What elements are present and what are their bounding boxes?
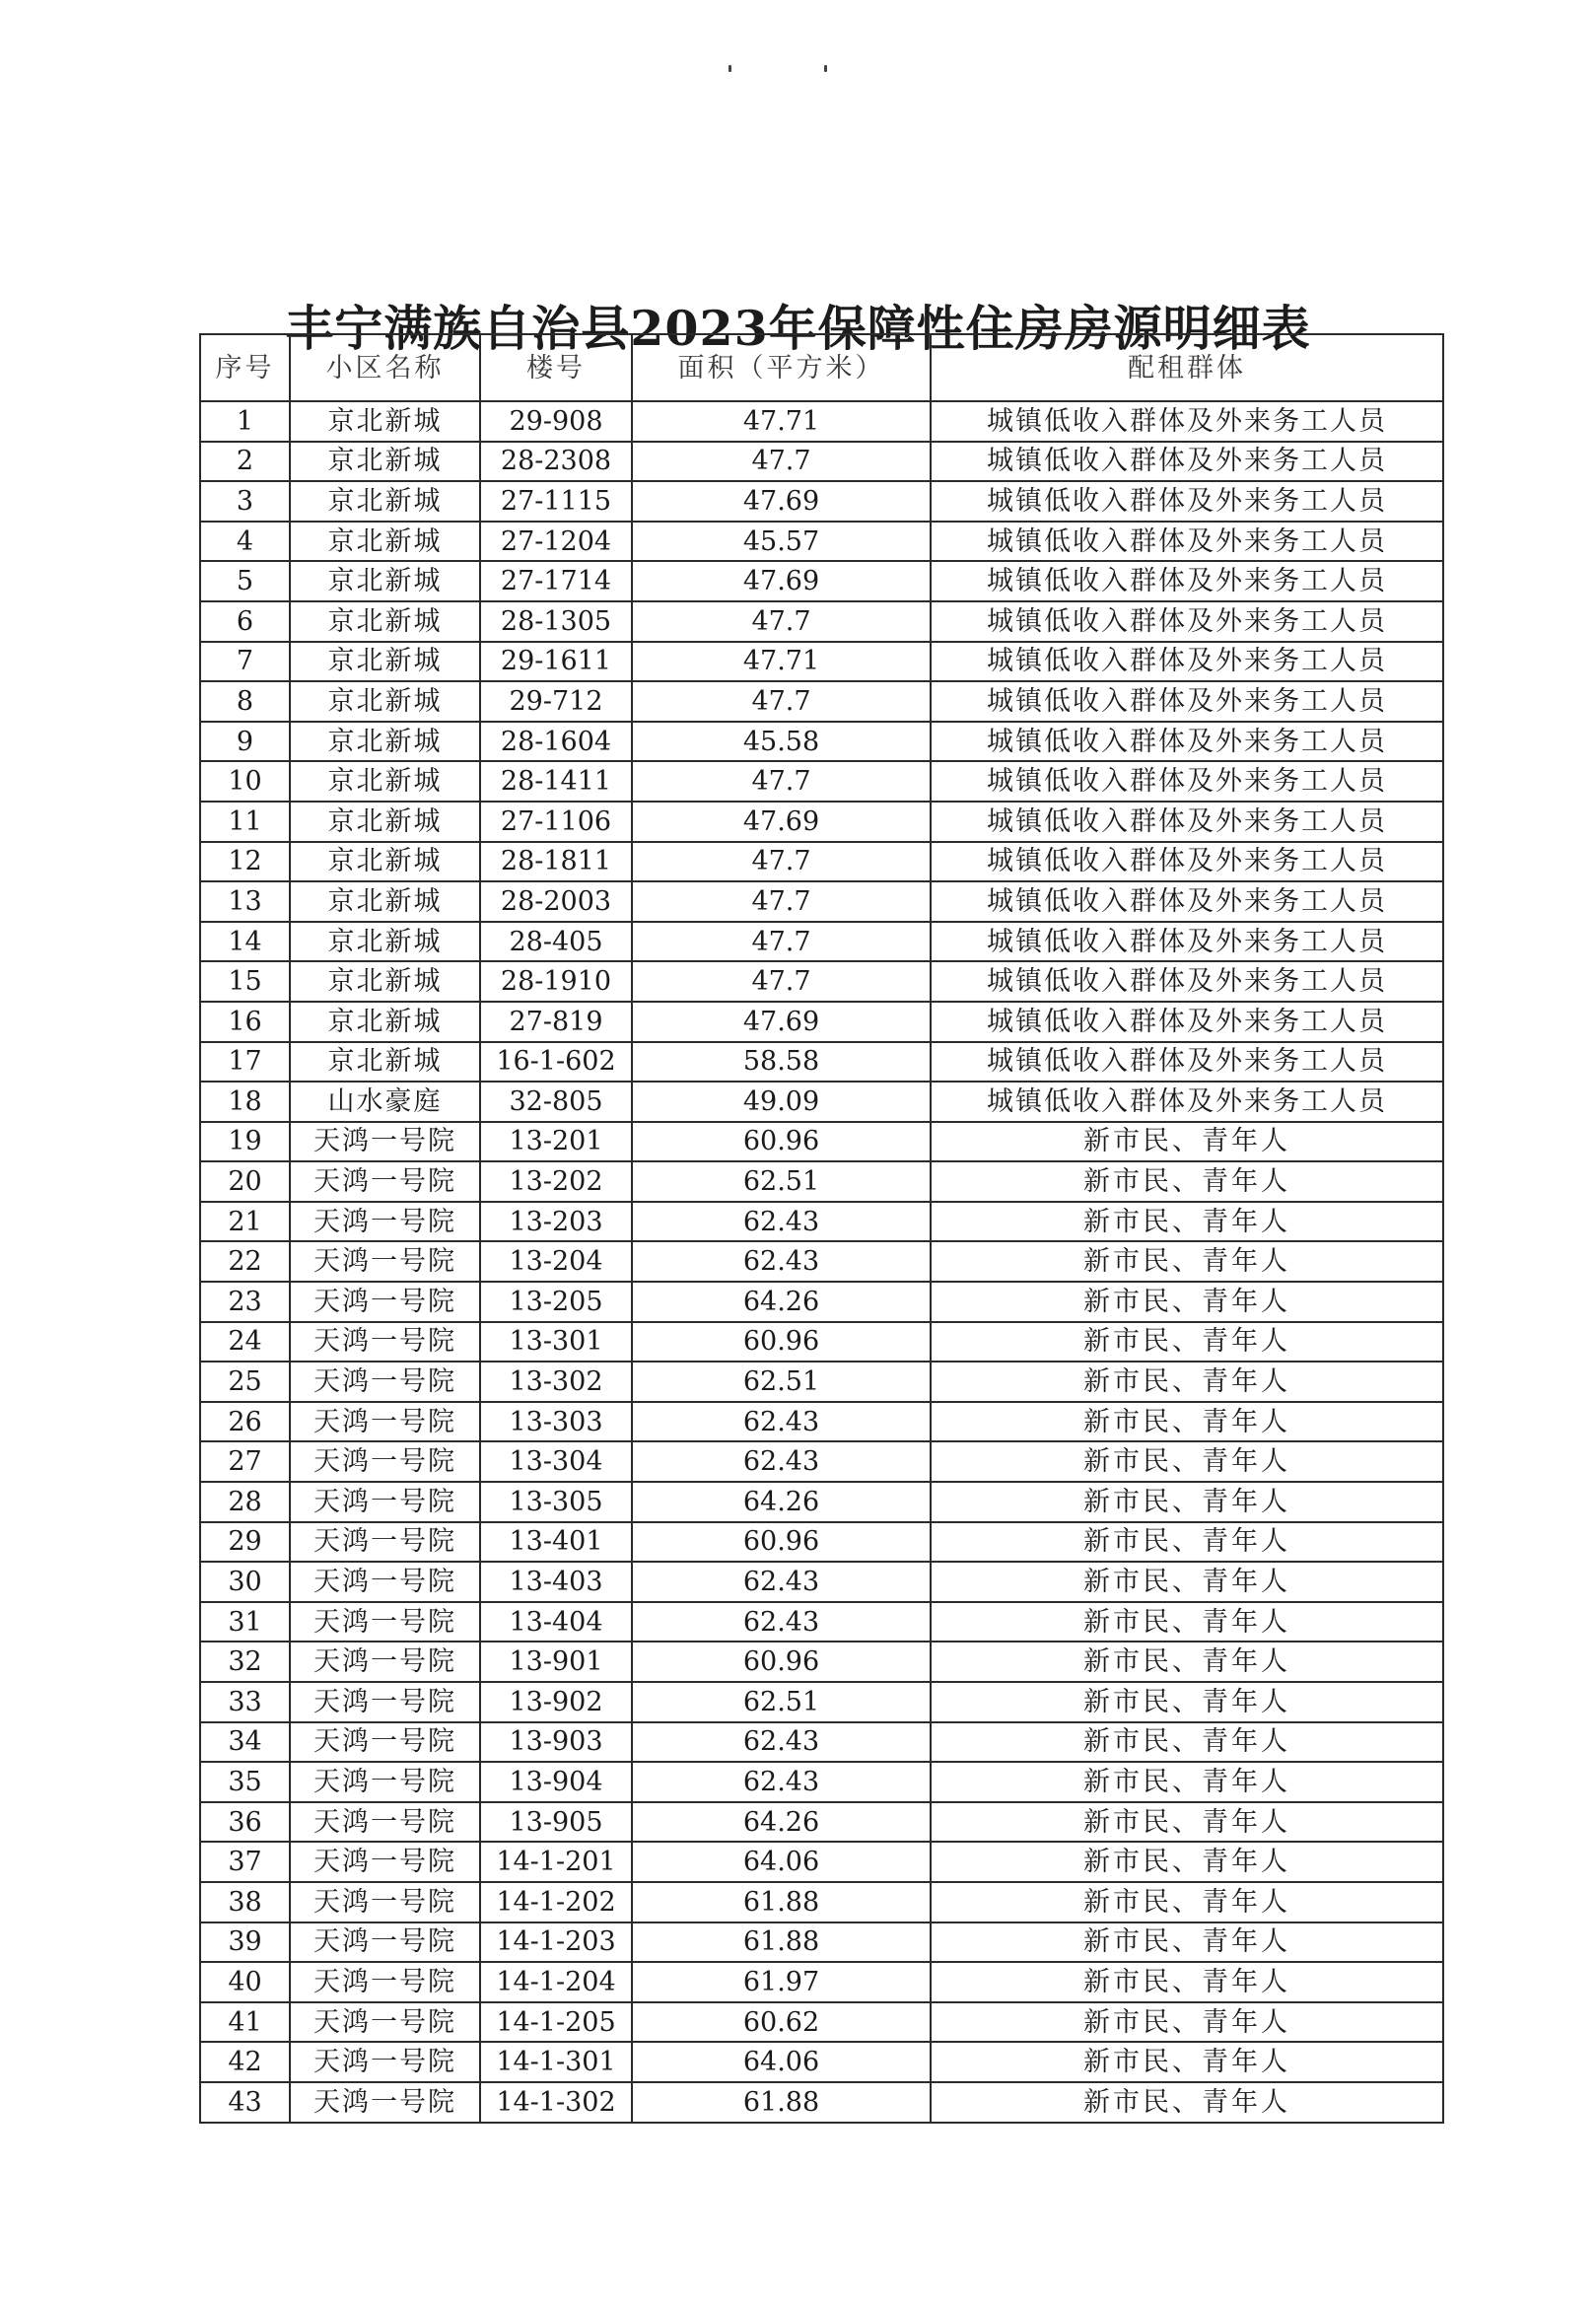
building-unit: 28-2003 [480, 881, 632, 922]
table-row [200, 1362, 1443, 1402]
community-name: 天鸿一号院 [290, 1522, 480, 1563]
row-index: 7 [200, 642, 290, 682]
building-unit: 13-905 [480, 1802, 632, 1843]
community-name: 山水豪庭 [290, 1082, 480, 1122]
area-value: 58.58 [632, 1042, 931, 1083]
target-group: 新市民、青年人 [931, 1762, 1443, 1802]
target-group: 城镇低收入群体及外来务工人员 [931, 442, 1443, 482]
row-index: 36 [200, 1802, 290, 1843]
building-unit: 13-204 [480, 1241, 632, 1282]
row-index: 26 [200, 1402, 290, 1442]
table-row [200, 2002, 1443, 2043]
area-value: 61.88 [632, 2082, 931, 2123]
row-index: 28 [200, 1482, 290, 1522]
area-value: 62.51 [632, 1362, 931, 1402]
target-group: 新市民、青年人 [931, 1842, 1443, 1882]
community-name: 天鸿一号院 [290, 2002, 480, 2043]
target-group: 城镇低收入群体及外来务工人员 [931, 642, 1443, 682]
row-index: 39 [200, 1922, 290, 1963]
table-row [200, 2042, 1443, 2082]
column-header-area: 面积（平方米） [632, 334, 931, 401]
table-row [200, 1082, 1443, 1122]
area-value: 61.88 [632, 1882, 931, 1922]
row-index: 1 [200, 401, 290, 442]
area-value: 47.69 [632, 802, 931, 842]
target-group: 新市民、青年人 [931, 1122, 1443, 1162]
building-unit: 13-902 [480, 1682, 632, 1722]
column-header-community: 小区名称 [290, 334, 480, 401]
row-index: 27 [200, 1441, 290, 1482]
table-row [200, 1882, 1443, 1922]
community-name: 天鸿一号院 [290, 1322, 480, 1363]
building-unit: 13-904 [480, 1762, 632, 1802]
community-name: 天鸿一号院 [290, 1642, 480, 1682]
table-row [200, 1602, 1443, 1642]
community-name: 京北新城 [290, 802, 480, 842]
table-row [200, 1722, 1443, 1763]
row-index: 14 [200, 922, 290, 962]
building-unit: 13-203 [480, 1202, 632, 1242]
row-index: 12 [200, 842, 290, 882]
community-name: 天鸿一号院 [290, 1282, 480, 1322]
table-row [200, 722, 1443, 762]
row-index: 18 [200, 1082, 290, 1122]
table-row [200, 1441, 1443, 1482]
target-group: 新市民、青年人 [931, 1962, 1443, 2002]
target-group: 城镇低收入群体及外来务工人员 [931, 601, 1443, 642]
community-name: 天鸿一号院 [290, 1922, 480, 1963]
area-value: 62.43 [632, 1762, 931, 1802]
row-index: 16 [200, 1002, 290, 1042]
area-value: 47.7 [632, 961, 931, 1002]
target-group: 新市民、青年人 [931, 1402, 1443, 1442]
community-name: 天鸿一号院 [290, 1362, 480, 1402]
community-name: 天鸿一号院 [290, 1842, 480, 1882]
community-name: 京北新城 [290, 522, 480, 562]
area-value: 62.43 [632, 1441, 931, 1482]
target-group: 新市民、青年人 [931, 1802, 1443, 1843]
building-unit: 14-1-204 [480, 1962, 632, 2002]
table-row [200, 1241, 1443, 1282]
table-row [200, 1482, 1443, 1522]
row-index: 17 [200, 1042, 290, 1083]
community-name: 天鸿一号院 [290, 1202, 480, 1242]
row-index: 37 [200, 1842, 290, 1882]
table-row [200, 642, 1443, 682]
table-row [200, 1042, 1443, 1083]
area-value: 47.71 [632, 642, 931, 682]
target-group: 城镇低收入群体及外来务工人员 [931, 922, 1443, 962]
building-unit: 14-1-302 [480, 2082, 632, 2123]
target-group: 城镇低收入群体及外来务工人员 [931, 881, 1443, 922]
scan-mark [824, 65, 827, 72]
table-row [200, 761, 1443, 802]
area-value: 62.51 [632, 1161, 931, 1202]
target-group: 新市民、青年人 [931, 2042, 1443, 2082]
area-value: 60.62 [632, 2002, 931, 2043]
table-row [200, 1762, 1443, 1802]
building-unit: 28-1910 [480, 961, 632, 1002]
community-name: 京北新城 [290, 922, 480, 962]
row-index: 30 [200, 1562, 290, 1602]
table-row [200, 1002, 1443, 1042]
building-unit: 13-201 [480, 1122, 632, 1162]
area-value: 61.88 [632, 1922, 931, 1963]
area-value: 64.26 [632, 1482, 931, 1522]
row-index: 3 [200, 481, 290, 522]
community-name: 京北新城 [290, 722, 480, 762]
community-name: 天鸿一号院 [290, 1682, 480, 1722]
area-value: 47.7 [632, 442, 931, 482]
row-index: 15 [200, 961, 290, 1002]
community-name: 京北新城 [290, 881, 480, 922]
building-unit: 14-1-202 [480, 1882, 632, 1922]
row-index: 5 [200, 561, 290, 601]
row-index: 41 [200, 2002, 290, 2043]
row-index: 33 [200, 1682, 290, 1722]
building-unit: 27-819 [480, 1002, 632, 1042]
area-value: 60.96 [632, 1322, 931, 1363]
building-unit: 28-1411 [480, 761, 632, 802]
target-group: 新市民、青年人 [931, 1161, 1443, 1202]
community-name: 天鸿一号院 [290, 1441, 480, 1482]
building-unit: 28-1604 [480, 722, 632, 762]
community-name: 天鸿一号院 [290, 1161, 480, 1202]
table-row [200, 1522, 1443, 1563]
building-unit: 13-403 [480, 1562, 632, 1602]
community-name: 京北新城 [290, 842, 480, 882]
target-group: 新市民、青年人 [931, 1602, 1443, 1642]
column-header-target-group: 配租群体 [931, 334, 1443, 401]
building-unit: 13-401 [480, 1522, 632, 1563]
target-group: 新市民、青年人 [931, 1922, 1443, 1963]
area-value: 62.43 [632, 1402, 931, 1442]
table-row [200, 1562, 1443, 1602]
area-value: 62.43 [632, 1202, 931, 1242]
table-row [200, 481, 1443, 522]
community-name: 京北新城 [290, 961, 480, 1002]
table-row [200, 1161, 1443, 1202]
community-name: 天鸿一号院 [290, 1722, 480, 1763]
row-index: 6 [200, 601, 290, 642]
community-name: 京北新城 [290, 681, 480, 722]
row-index: 22 [200, 1241, 290, 1282]
community-name: 天鸿一号院 [290, 1962, 480, 2002]
table-row [200, 442, 1443, 482]
area-value: 60.96 [632, 1642, 931, 1682]
target-group: 城镇低收入群体及外来务工人员 [931, 401, 1443, 442]
target-group: 城镇低收入群体及外来务工人员 [931, 522, 1443, 562]
target-group: 新市民、青年人 [931, 1562, 1443, 1602]
building-unit: 32-805 [480, 1082, 632, 1122]
building-unit: 14-1-203 [480, 1922, 632, 1963]
area-value: 47.71 [632, 401, 931, 442]
table-row [200, 1122, 1443, 1162]
column-header-index: 序号 [200, 334, 290, 401]
building-unit: 28-1305 [480, 601, 632, 642]
table-row [200, 1842, 1443, 1882]
target-group: 城镇低收入群体及外来务工人员 [931, 1082, 1443, 1122]
target-group: 城镇低收入群体及外来务工人员 [931, 681, 1443, 722]
row-index: 32 [200, 1642, 290, 1682]
row-index: 2 [200, 442, 290, 482]
building-unit: 13-903 [480, 1722, 632, 1763]
table-row [200, 2082, 1443, 2123]
row-index: 4 [200, 522, 290, 562]
community-name: 天鸿一号院 [290, 2042, 480, 2082]
building-unit: 13-901 [480, 1642, 632, 1682]
building-unit: 29-908 [480, 401, 632, 442]
area-value: 47.7 [632, 681, 931, 722]
row-index: 13 [200, 881, 290, 922]
housing-table [199, 333, 1444, 2124]
row-index: 21 [200, 1202, 290, 1242]
row-index: 20 [200, 1161, 290, 1202]
target-group: 新市民、青年人 [931, 1202, 1443, 1242]
area-value: 47.7 [632, 601, 931, 642]
row-index: 43 [200, 2082, 290, 2123]
building-unit: 13-205 [480, 1282, 632, 1322]
area-value: 47.69 [632, 561, 931, 601]
area-value: 47.7 [632, 881, 931, 922]
building-unit: 29-1611 [480, 642, 632, 682]
community-name: 京北新城 [290, 401, 480, 442]
area-value: 62.43 [632, 1241, 931, 1282]
scan-mark [729, 65, 731, 72]
target-group: 城镇低收入群体及外来务工人员 [931, 1002, 1443, 1042]
row-index: 42 [200, 2042, 290, 2082]
table-row [200, 1922, 1443, 1963]
table-row [200, 802, 1443, 842]
target-group: 城镇低收入群体及外来务工人员 [931, 561, 1443, 601]
building-unit: 29-712 [480, 681, 632, 722]
target-group: 新市民、青年人 [931, 1882, 1443, 1922]
community-name: 天鸿一号院 [290, 2082, 480, 2123]
community-name: 天鸿一号院 [290, 1762, 480, 1802]
building-unit: 13-202 [480, 1161, 632, 1202]
area-value: 47.69 [632, 481, 931, 522]
community-name: 京北新城 [290, 601, 480, 642]
target-group: 新市民、青年人 [931, 1282, 1443, 1322]
area-value: 61.97 [632, 1962, 931, 2002]
area-value: 60.96 [632, 1122, 931, 1162]
row-index: 25 [200, 1362, 290, 1402]
building-unit: 13-303 [480, 1402, 632, 1442]
target-group: 新市民、青年人 [931, 1362, 1443, 1402]
row-index: 35 [200, 1762, 290, 1802]
building-unit: 28-1811 [480, 842, 632, 882]
area-value: 64.26 [632, 1282, 931, 1322]
target-group: 新市民、青年人 [931, 2002, 1443, 2043]
target-group: 城镇低收入群体及外来务工人员 [931, 761, 1443, 802]
row-index: 24 [200, 1322, 290, 1363]
area-value: 49.09 [632, 1082, 931, 1122]
column-header-building: 楼号 [480, 334, 632, 401]
table-row [200, 1202, 1443, 1242]
table-row [200, 522, 1443, 562]
area-value: 47.69 [632, 1002, 931, 1042]
area-value: 64.06 [632, 1842, 931, 1882]
target-group: 城镇低收入群体及外来务工人员 [931, 1042, 1443, 1083]
building-unit: 14-1-201 [480, 1842, 632, 1882]
community-name: 天鸿一号院 [290, 1882, 480, 1922]
target-group: 新市民、青年人 [931, 1241, 1443, 1282]
target-group: 新市民、青年人 [931, 1642, 1443, 1682]
row-index: 11 [200, 802, 290, 842]
table-row [200, 922, 1443, 962]
table-row [200, 1682, 1443, 1722]
row-index: 40 [200, 1962, 290, 2002]
area-value: 60.96 [632, 1522, 931, 1563]
row-index: 29 [200, 1522, 290, 1563]
community-name: 天鸿一号院 [290, 1241, 480, 1282]
area-value: 47.7 [632, 842, 931, 882]
target-group: 新市民、青年人 [931, 1322, 1443, 1363]
table-body [200, 401, 1443, 2123]
community-name: 天鸿一号院 [290, 1802, 480, 1843]
area-value: 47.7 [632, 761, 931, 802]
target-group: 城镇低收入群体及外来务工人员 [931, 722, 1443, 762]
building-unit: 14-1-301 [480, 2042, 632, 2082]
building-unit: 27-1106 [480, 802, 632, 842]
community-name: 天鸿一号院 [290, 1602, 480, 1642]
area-value: 64.06 [632, 2042, 931, 2082]
row-index: 23 [200, 1282, 290, 1322]
table-row [200, 601, 1443, 642]
community-name: 天鸿一号院 [290, 1482, 480, 1522]
community-name: 京北新城 [290, 1042, 480, 1083]
area-value: 62.43 [632, 1722, 931, 1763]
area-value: 45.57 [632, 522, 931, 562]
area-value: 64.26 [632, 1802, 931, 1843]
target-group: 新市民、青年人 [931, 2082, 1443, 2123]
target-group: 新市民、青年人 [931, 1522, 1443, 1563]
building-unit: 27-1204 [480, 522, 632, 562]
area-value: 62.51 [632, 1682, 931, 1722]
table-row [200, 1802, 1443, 1843]
community-name: 京北新城 [290, 442, 480, 482]
building-unit: 27-1714 [480, 561, 632, 601]
community-name: 京北新城 [290, 561, 480, 601]
target-group: 城镇低收入群体及外来务工人员 [931, 842, 1443, 882]
table-row [200, 1282, 1443, 1322]
community-name: 京北新城 [290, 761, 480, 802]
target-group: 城镇低收入群体及外来务工人员 [931, 481, 1443, 522]
row-index: 31 [200, 1602, 290, 1642]
building-unit: 28-2308 [480, 442, 632, 482]
community-name: 京北新城 [290, 481, 480, 522]
community-name: 京北新城 [290, 642, 480, 682]
table-row [200, 561, 1443, 601]
table-row [200, 842, 1443, 882]
area-value: 47.7 [632, 922, 931, 962]
target-group: 新市民、青年人 [931, 1441, 1443, 1482]
table-row [200, 681, 1443, 722]
target-group: 新市民、青年人 [931, 1682, 1443, 1722]
area-value: 45.58 [632, 722, 931, 762]
table-row [200, 401, 1443, 442]
page-title: 丰宁满族自治县2023年保障性住房房源明细表 [285, 299, 1311, 357]
building-unit: 28-405 [480, 922, 632, 962]
row-index: 8 [200, 681, 290, 722]
row-index: 19 [200, 1122, 290, 1162]
target-group: 城镇低收入群体及外来务工人员 [931, 961, 1443, 1002]
row-index: 10 [200, 761, 290, 802]
community-name: 天鸿一号院 [290, 1402, 480, 1442]
community-name: 天鸿一号院 [290, 1122, 480, 1162]
area-value: 62.43 [632, 1602, 931, 1642]
row-index: 9 [200, 722, 290, 762]
area-value: 62.43 [632, 1562, 931, 1602]
building-unit: 13-305 [480, 1482, 632, 1522]
table-row [200, 881, 1443, 922]
building-unit: 13-302 [480, 1362, 632, 1402]
building-unit: 13-304 [480, 1441, 632, 1482]
target-group: 城镇低收入群体及外来务工人员 [931, 802, 1443, 842]
community-name: 天鸿一号院 [290, 1562, 480, 1602]
table-row [200, 1642, 1443, 1682]
building-unit: 13-404 [480, 1602, 632, 1642]
table-row [200, 1962, 1443, 2002]
target-group: 新市民、青年人 [931, 1482, 1443, 1522]
building-unit: 27-1115 [480, 481, 632, 522]
row-index: 34 [200, 1722, 290, 1763]
table-row [200, 961, 1443, 1002]
row-index: 38 [200, 1882, 290, 1922]
building-unit: 16-1-602 [480, 1042, 632, 1083]
community-name: 京北新城 [290, 1002, 480, 1042]
table-row [200, 1322, 1443, 1363]
table-row [200, 1402, 1443, 1442]
building-unit: 13-301 [480, 1322, 632, 1363]
target-group: 新市民、青年人 [931, 1722, 1443, 1763]
table-header-row [200, 334, 1443, 401]
building-unit: 14-1-205 [480, 2002, 632, 2043]
